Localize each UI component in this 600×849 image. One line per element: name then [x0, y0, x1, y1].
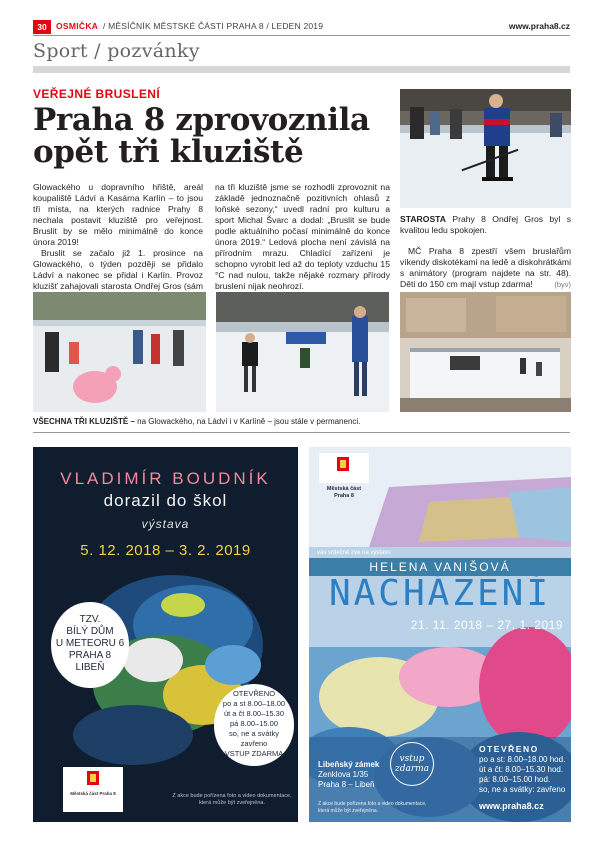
paragraph: na tři kluziště jsme se rozhodli zprovoznit na základě jednoznačně pozitivních ohlasů z loňské sezony,“ uvedl radní pro kulturu a sport Michal Švarc a dodal: „Bruslit se bude podle aktuálního počasí minimálně do konce února 2019.“ Ledová plocha není závislá na přírodním mrazu. Chladící zařízení je schopno vyrobit led až do teploty vzduchu 15 °C nad nulou, takže nějaké rozmary přírody bruslení nijak neohrozí.: [215, 182, 390, 291]
section-bar: [33, 66, 570, 73]
poster-boudnik-opening-hours: [214, 684, 294, 766]
logo-line: Městská část: [326, 486, 362, 492]
praha8-crest-icon: [63, 767, 123, 812]
hours-line: po a st: 8.00–18.00 hod.: [479, 755, 566, 764]
hours-line: zavřeno: [240, 739, 268, 748]
rinks-caption: [33, 417, 360, 426]
venue-line: TZV.: [79, 614, 101, 625]
article-headline: [33, 104, 393, 168]
hours-line: pá: 8.00–15.00 hod.: [479, 775, 551, 784]
rinks-caption-text: na Glowackého, na Ládví i v Karlíně – jsou stále v permanenci.: [137, 417, 361, 426]
header-divider: [33, 35, 570, 36]
praha8-logo-text: Městská část Praha 8: [70, 791, 116, 796]
article-column-3: [400, 214, 571, 290]
opening-hours-title: OTEVŘENO: [479, 744, 539, 754]
poster-boudnik-note: Z akce bude pořízena foto a video dokumentace, která může být zveřejněna.: [172, 793, 292, 806]
hours-line: so, ne a svátky: [228, 729, 280, 738]
article-divider: [33, 432, 570, 433]
photo-caption-text: Prahy 8 Ondřej Gros byl s kvalitou ledu spokojen.: [400, 214, 571, 235]
venue-line: Praha 8 – Libeň: [318, 780, 375, 789]
poster-boudnik-title: dorazil do škol: [103, 491, 228, 510]
hours-line: út a čt: 8.00–15.30 hod.: [479, 765, 564, 774]
photo-caption: [400, 214, 571, 236]
venue-line: BÍLÝ DŮM: [66, 626, 114, 637]
free-entry-badge: [390, 742, 434, 786]
venue-line: PRAHA 8: [68, 650, 112, 661]
hours-line: pá 8.00–15.00: [230, 719, 278, 728]
praha8-logo-text: [319, 486, 369, 500]
poster-vanisova-dates: 21. 11. 2018 – 27. 1. 2019: [410, 618, 563, 632]
hours-line: út a čt 8.00–15.30: [223, 709, 285, 718]
photo-rink-karlin: [400, 292, 571, 412]
poster-vanisova-note: Z akce bude pořízena foto a video dokumentace, která může být zveřejněna.: [318, 801, 427, 814]
poster-vanisova-venue: [318, 760, 379, 790]
photo-mayor-skating-image: [400, 89, 571, 208]
photo-rink-ladvi: [216, 292, 389, 412]
hours-line: OTEVŘENO: [232, 689, 276, 698]
photo-caption-bold: STAROSTA: [400, 214, 446, 224]
headline-line-2: opět tři kluziště: [33, 134, 304, 170]
entry-line: zdarma: [394, 764, 430, 774]
poster-vanisova-title: NACHÁZENÍ: [328, 573, 552, 614]
paragraph: [400, 246, 571, 290]
poster-vanisova-invite: vás srdečně zve na výstavu: [317, 550, 391, 556]
poster-boudnik-artist: VLADIMÍR BOUDNÍK: [60, 469, 271, 488]
venue-line: Zenklova 1/35: [318, 770, 369, 779]
photo-rink-ladvi-image: [216, 292, 389, 412]
photo-mayor-skating: [400, 89, 571, 208]
poster-boudnik-dates: 5. 12. 2018 – 3. 2. 2019: [80, 542, 251, 559]
poster-boudnik-venue: [51, 602, 129, 688]
venue-line: U METEORU 6: [55, 638, 125, 649]
headline-line-1: Praha 8 zprovoznila: [33, 102, 370, 138]
section-title: Sport / pozvánky: [33, 40, 200, 62]
hours-line: VSTUP ZDARMA: [224, 749, 284, 758]
paragraph: Bruslit se začalo již 1. prosince na Glowackého, o týden později se přidalo Ládví a nakonec se přidal i Karlín. Provoz kluzišť zahajovali starosta Ondřej Gros (sám: [33, 248, 203, 291]
venue-line: LIBEŇ: [75, 662, 105, 673]
praha8-logo: [63, 767, 123, 812]
poster-boudnik: [33, 447, 298, 822]
poster-website-link[interactable]: www.praha8.cz: [479, 801, 544, 811]
magazine-name: OSMIČKA: [56, 21, 99, 31]
paragraph: Glowackého u dopravního hřiště, areál koupaliště Ládví a Kasárna Karlín – to jsou tři místa, na kterých radnice Prahy 8 nechala postavit kluziště pro veřejnost. Bruslit by se mělo minimálně do konce února 2019!: [33, 182, 203, 247]
photo-rink-glowackeho-image: [33, 292, 206, 412]
entry-line: vstup: [399, 754, 425, 764]
photo-rink-glowackeho: [33, 292, 206, 412]
magazine-subtitle: / MĚSÍČNÍK MĚSTSKÉ ČÁSTI PRAHA 8 / LEDEN 2019: [103, 21, 324, 31]
article-column-2: [215, 182, 390, 292]
poster-vanisova: [309, 447, 571, 822]
poster-vanisova-opening-hours: [479, 755, 565, 795]
hours-line: so, ne a svátky: zavřeno: [479, 785, 566, 794]
article-column-1: [33, 182, 203, 303]
poster-boudnik-type: výstava: [141, 517, 190, 531]
poster-vanisova-artist: HELENA VANIŠOVÁ: [369, 560, 511, 574]
header-website-link[interactable]: www.praha8.cz: [508, 21, 570, 31]
rinks-caption-bold: VŠECHNA TŘI KLUZIŠTĚ –: [33, 417, 135, 426]
author-signature: (byv): [554, 280, 571, 289]
article-kicker: VEŘEJNÉ BRUSLENÍ: [33, 87, 161, 101]
logo-line: Praha 8: [334, 493, 354, 499]
hours-line: po a st 8.00–18.00: [222, 699, 286, 708]
page-number: 30: [33, 20, 51, 34]
page-header: [33, 20, 570, 34]
paragraph-text: MČ Praha 8 zpestří všem bruslařům víkendy diskotékami na ledě a diskohrátkámi s animátory (program najdete na str. 48). Děti do 150 cm mají vstup zdarma!: [400, 246, 571, 289]
photo-rink-karlin-image: [400, 292, 571, 412]
venue-line: Libeňský zámek: [318, 760, 380, 769]
